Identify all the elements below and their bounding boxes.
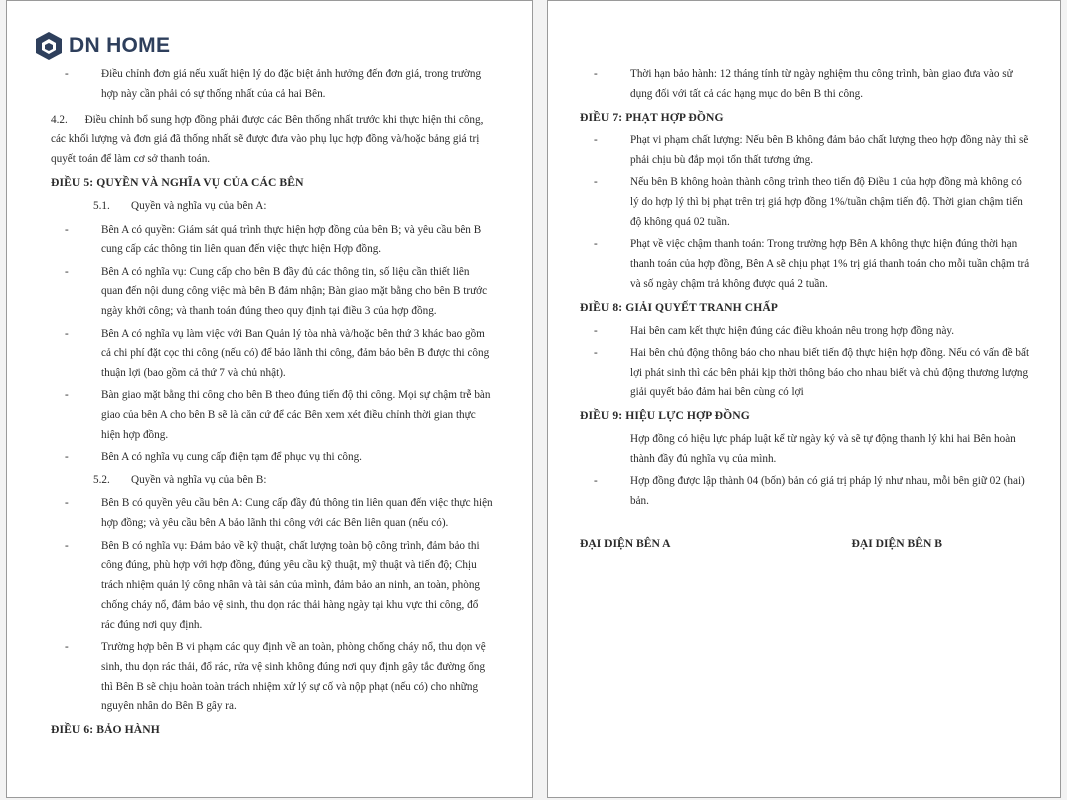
paragraph: - Trường hợp bên B vi phạm các quy định về an toàn, phòng chống cháy nổ, thu dọn vệ sinh, thu dọn rác thải, đổ rác, rửa vệ sinh không đúng nơi quy định gây tắc đường ống thì Bên B sẽ chịu hoàn toàn trách nhiệm xử lý sự cố và nộp phạt (nếu có) cho những nguyên nhân do Bên B gây ra. — [65, 641, 486, 713]
paragraph: - Phạt vi phạm chất lượng: Nếu bên B không đảm bảo chất lượng theo hợp đồng này thì sẽ phải chịu bù đắp mọi tổn thất tương ứng. — [594, 134, 1029, 167]
subsection-heading: 5.2. Quyền và nghĩa vụ của bên B: — [93, 473, 267, 486]
paragraph: - Bên A có nghĩa vụ: Cung cấp cho bên B đầy đủ các thông tin, số liệu cần thiết liên quan đến nội dung công việc mà bên B đảm nhận; Bàn giao mặt bằng cho bên B trước ngày khởi công; và thanh toán đúng theo quy định tại điều 3 của hợp đồng. — [65, 265, 488, 318]
section-heading: ĐIỀU 7: PHẠT HỢP ĐỒNG — [580, 110, 724, 124]
paragraph: - Thời hạn bảo hành: 12 tháng tính từ ngày nghiệm thu công trình, bàn giao đưa vào sử dụng đối với tất cả các hạng mục do bên B thi công. — [594, 68, 1013, 100]
paragraph: - Bên A có nghĩa vụ làm việc với Ban Quản lý tòa nhà và/hoặc bên thứ 3 khác bao gồm cả chi phí đặt cọc thi công (nếu có) để bảo lãnh thi công, đảm bảo bên B được thi công thuận lợi (bao gồm cả thứ 7 và chủ nhật). — [65, 327, 490, 380]
document-page-left — [6, 0, 533, 798]
paragraph: - Bên A có nghĩa vụ cung cấp điện tạm để phục vụ thi công. — [65, 451, 362, 464]
section-heading: ĐIỀU 6: BẢO HÀNH — [51, 723, 160, 737]
signature-block — [580, 534, 1030, 554]
paragraph: - Bàn giao mặt bằng thi công cho bên B theo đúng tiến độ thi công. Mọi sự chậm trễ bàn giao của bên A cho bên B sẽ là căn cứ để các Bên xem xét điều chỉnh thời gian thực hiện hợp đồng. — [65, 389, 491, 442]
paragraph: - Bên A có quyền: Giám sát quá trình thực hiện hợp đồng của bên B; và yêu cầu bên B cung cấp các thông tin liên quan đến việc thực hiện Hợp đồng. — [65, 223, 482, 256]
paragraph: - Điều chỉnh đơn giá nếu xuất hiện lý do đặc biệt ảnh hưởng đến đơn giá, trong trường hợp này cần phải có sự thống nhất của cả hai Bên. — [65, 68, 482, 100]
paragraph: - Hai bên cam kết thực hiện đúng các điều khoản nêu trong hợp đồng này. — [594, 324, 955, 337]
logo-text: DN HOME — [69, 34, 171, 57]
signature-party-a: ĐẠI DIỆN BÊN A — [580, 536, 671, 550]
subsection-heading: 5.1. Quyền và nghĩa vụ của bên A: — [93, 199, 267, 212]
document-page-right — [547, 0, 1061, 798]
paragraph: - Hai bên chủ động thông báo cho nhau biết tiến độ thực hiện hợp đồng. Nếu có vấn đề bất lợi phát sinh thì các bên phải kịp thời thông báo cho nhau biết và chủ động thương lượng giải quyết bảo đảm hai bên cùng có lợi — [594, 346, 1030, 399]
paragraph: 4.2. Điều chỉnh bổ sung hợp đồng phải được các Bên thống nhất trước khi thực hiện thi công, các khối lượng và đơn giá đã thống nhất sẽ được đưa vào phụ lục hợp đồng và/hoặc bảng giá trị quyết toán để làm cơ sở thanh toán. — [51, 113, 484, 166]
paragraph: - Bên B có quyền yêu cầu bên A: Cung cấp đầy đủ thông tin liên quan đến việc thực hiện hợp đồng; và yêu cầu bên A bảo lãnh thi công với các Bên liên quan (nếu có). — [65, 497, 493, 530]
section-heading: ĐIỀU 8: GIẢI QUYẾT TRANH CHẤP — [580, 300, 778, 314]
hexagon-logo-icon — [35, 31, 63, 61]
paragraph: - Phạt về việc chậm thanh toán: Trong trường hợp Bên A không thực hiện đúng thời hạn thanh toán của hợp đồng, Bên A sẽ chịu phạt 1% trị giá thanh toán cho mỗi tuần chậm trả và số ngày chậm trả không được quá 2 tuần. — [594, 238, 1030, 290]
right-page-content — [548, 65, 1060, 554]
paragraph: - Hợp đồng được lập thành 04 (bốn) bản có giá trị pháp lý như nhau, mỗi bên giữ 02 (hai) bản. — [594, 475, 1025, 507]
paragraph: - Nếu bên B không hoàn thành công trình theo tiến độ Điều 1 của hợp đồng mà không có lý do hợp lý thì bị phạt trên trị giá hợp đồng 1%/tuần chậm tiến độ. Thời gian chậm tiến độ không quá 02 tuần. — [594, 176, 1023, 229]
dn-home-logo — [35, 31, 170, 61]
left-page-content — [7, 65, 532, 744]
section-heading: ĐIỀU 9: HIỆU LỰC HỢP ĐỒNG — [580, 409, 750, 423]
signature-party-b: ĐẠI DIỆN BÊN B — [851, 536, 942, 550]
paragraph: Hợp đồng có hiệu lực pháp luật kể từ ngày ký và sẽ tự động thanh lý khi hai Bên hoàn thành đầy đủ nghĩa vụ của mình. — [630, 433, 1016, 465]
paragraph: - Bên B có nghĩa vụ: Đảm bảo về kỹ thuật, chất lượng toàn bộ công trình, đảm bảo thi công đúng, phù hợp với hợp đồng, đúng yêu cầu kỹ thuật, mỹ thuật và tiến độ; Chịu trách nhiệm quản lý công nhân và tài sản của mình, đảm bảo an ninh, an toàn, phòng chống cháy nổ, đảm bảo vệ sinh, thu dọn rác thải hàng ngày tại khu vực thi công, đổ rác đúng nơi quy định. — [65, 539, 481, 631]
section-heading: ĐIỀU 5: QUYỀN VÀ NGHĨA VỤ CỦA CÁC BÊN — [51, 175, 304, 189]
